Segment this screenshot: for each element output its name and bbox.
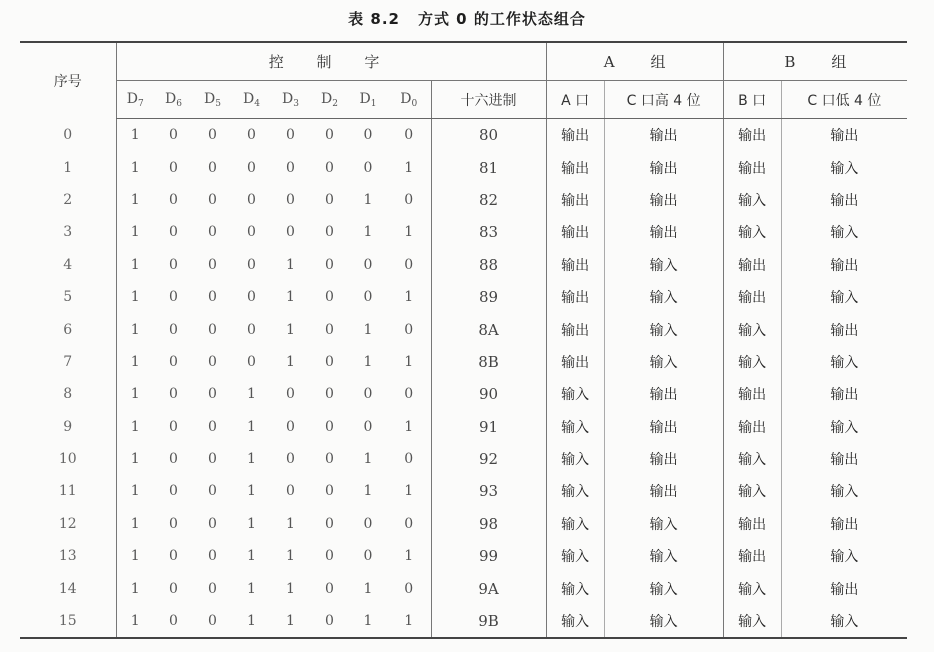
hex-header: 十六进制 xyxy=(431,81,546,119)
hex-cell: 98 xyxy=(431,508,546,540)
hex-cell: 82 xyxy=(431,184,546,216)
bit-cell-d2: 0 xyxy=(325,289,334,306)
bit-cell-d1: 0 xyxy=(363,418,373,435)
bit-cell-d5: 0 xyxy=(208,386,217,403)
bit-cell-d4: 1 xyxy=(247,483,256,500)
bit-cell-d3: 1 xyxy=(286,580,295,597)
table-row xyxy=(20,249,907,281)
hex-cell: 83 xyxy=(431,216,546,248)
bit-cell-d5: 0 xyxy=(208,321,217,338)
seq-cell: 12 xyxy=(58,515,77,532)
bit-header-letter: D xyxy=(243,90,255,107)
bit-cell-d4: 0 xyxy=(247,127,256,144)
bit-header-subscript: 7 xyxy=(138,98,144,109)
port-c-high-cell: 输入 xyxy=(604,508,723,540)
bit-cell-d7: 1 xyxy=(116,605,154,638)
bit-cell-d5: 0 xyxy=(208,613,217,630)
bit-cell-d7: 1 xyxy=(116,249,154,281)
bit-cell-d6: 0 xyxy=(169,321,178,338)
bit-cell-d6: 0 xyxy=(169,515,178,532)
bit-cell-d5: 0 xyxy=(208,451,217,468)
bit-cell-d2: 0 xyxy=(325,515,334,532)
bit-header-letter: D xyxy=(204,90,216,107)
hex-cell: 89 xyxy=(431,281,546,313)
bit-cell-d2: 0 xyxy=(325,386,334,403)
bit-cell-d6: 0 xyxy=(169,159,178,176)
bit-cell-d7: 1 xyxy=(116,184,154,216)
table-row xyxy=(20,346,907,378)
port-b-header: B 口 xyxy=(723,81,781,119)
bit-cell-d3: 1 xyxy=(286,613,295,630)
port-a-cell: 输入 xyxy=(546,605,604,638)
port-c-high-cell: 输入 xyxy=(604,605,723,638)
port-c-low-cell: 输入 xyxy=(781,281,907,313)
hex-cell: 99 xyxy=(431,540,546,572)
bit-cell-d1: 1 xyxy=(363,613,373,630)
bit-cell-d4: 0 xyxy=(247,224,256,241)
hex-cell: 93 xyxy=(431,475,546,507)
port-b-cell: 输入 xyxy=(723,216,781,248)
bit-cell-d6: 0 xyxy=(169,353,178,370)
bit-cell-d7: 1 xyxy=(116,475,154,507)
bit-cell-d0: 1 xyxy=(404,353,414,370)
port-c-high-cell: 输入 xyxy=(604,249,723,281)
port-c-low-cell: 输入 xyxy=(781,540,907,572)
table-row xyxy=(20,508,907,540)
port-a-cell: 输入 xyxy=(546,378,604,410)
bit-cell-d3: 1 xyxy=(286,256,295,273)
port-c-high-cell: 输出 xyxy=(604,475,723,507)
table-row xyxy=(20,443,907,475)
bit-cell-d4: 0 xyxy=(247,353,256,370)
bit-header-letter: D xyxy=(400,90,412,107)
hex-cell: 88 xyxy=(431,249,546,281)
port-a-cell: 输出 xyxy=(546,249,604,281)
bit-cell-d5: 0 xyxy=(208,580,217,597)
seq-cell: 15 xyxy=(58,613,77,630)
bit-cell-d5: 0 xyxy=(208,127,217,144)
bit-cell-d1: 1 xyxy=(363,451,373,468)
port-b-cell: 输出 xyxy=(723,508,781,540)
hex-cell: 8A xyxy=(431,313,546,345)
bit-cell-d0: 0 xyxy=(404,321,414,338)
bit-cell-d7: 1 xyxy=(116,378,154,410)
port-c-high-header: C 口高 4 位 xyxy=(604,81,723,119)
bit-cell-d6: 0 xyxy=(169,613,178,630)
seq-header: 序号 xyxy=(53,73,82,90)
bit-cell-d6: 0 xyxy=(169,127,178,144)
bit-cell-d4: 1 xyxy=(247,580,256,597)
table-title: 方式 0 的工作状态组合 xyxy=(417,10,586,28)
bit-cell-d1: 0 xyxy=(363,289,373,306)
bit-header-letter: D xyxy=(321,90,333,107)
port-b-cell: 输出 xyxy=(723,249,781,281)
port-c-high-cell: 输出 xyxy=(604,119,723,152)
bit-cell-d3: 1 xyxy=(286,353,295,370)
port-c-high-cell: 输入 xyxy=(604,346,723,378)
bit-cell-d1: 0 xyxy=(363,386,373,403)
port-c-high-cell: 输出 xyxy=(604,411,723,443)
bit-cell-d6: 0 xyxy=(169,483,178,500)
port-b-cell: 输入 xyxy=(723,605,781,638)
port-a-header: A 口 xyxy=(546,81,604,119)
seq-cell: 4 xyxy=(63,256,73,273)
table-row xyxy=(20,378,907,410)
bit-header-d6 xyxy=(154,81,193,119)
table-caption xyxy=(0,8,934,29)
seq-cell: 2 xyxy=(63,191,73,208)
port-c-high-cell: 输入 xyxy=(604,281,723,313)
table-row xyxy=(20,216,907,248)
bit-cell-d1: 1 xyxy=(363,224,373,241)
table-body xyxy=(20,119,907,639)
seq-cell: 14 xyxy=(58,580,77,597)
bit-header-d3 xyxy=(271,81,310,119)
port-c-low-cell: 输出 xyxy=(781,313,907,345)
bit-cell-d6: 0 xyxy=(169,580,178,597)
bit-header-subscript: 5 xyxy=(215,98,221,109)
hex-cell: 9A xyxy=(431,572,546,604)
port-c-high-cell: 输入 xyxy=(604,540,723,572)
port-a-cell: 输出 xyxy=(546,216,604,248)
port-b-cell: 输出 xyxy=(723,281,781,313)
bit-header-d1 xyxy=(349,81,387,119)
bit-cell-d6: 0 xyxy=(169,224,178,241)
port-c-low-cell: 输出 xyxy=(781,119,907,152)
bit-header-letter: D xyxy=(126,90,138,107)
bit-cell-d4: 1 xyxy=(247,451,256,468)
bit-cell-d0: 1 xyxy=(404,224,414,241)
port-c-high-cell: 输入 xyxy=(604,572,723,604)
bit-cell-d7: 1 xyxy=(116,572,154,604)
port-a-cell: 输出 xyxy=(546,281,604,313)
bit-cell-d7: 1 xyxy=(116,151,154,183)
bit-cell-d5: 0 xyxy=(208,418,217,435)
group-a-header xyxy=(546,42,723,81)
bit-cell-d6: 0 xyxy=(169,289,178,306)
bit-cell-d0: 1 xyxy=(404,548,414,565)
bit-cell-d1: 1 xyxy=(363,191,373,208)
bit-cell-d5: 0 xyxy=(208,191,217,208)
table-row xyxy=(20,411,907,443)
bit-cell-d2: 0 xyxy=(325,353,334,370)
bit-cell-d7: 1 xyxy=(116,119,154,152)
bit-cell-d5: 0 xyxy=(208,256,217,273)
mode0-state-table xyxy=(20,41,907,639)
bit-header-subscript: 6 xyxy=(176,98,182,109)
bit-cell-d0: 1 xyxy=(404,418,414,435)
bit-header-d2 xyxy=(310,81,349,119)
port-c-high-cell: 输出 xyxy=(604,378,723,410)
port-c-high-cell: 输入 xyxy=(604,313,723,345)
port-c-low-cell: 输入 xyxy=(781,475,907,507)
port-a-cell: 输出 xyxy=(546,151,604,183)
bit-cell-d2: 0 xyxy=(325,580,334,597)
bit-cell-d7: 1 xyxy=(116,411,154,443)
bit-cell-d6: 0 xyxy=(169,191,178,208)
port-a-cell: 输出 xyxy=(546,184,604,216)
hex-cell: 90 xyxy=(431,378,546,410)
port-b-cell: 输出 xyxy=(723,378,781,410)
group-a-word: 组 xyxy=(650,53,666,71)
bit-cell-d1: 1 xyxy=(363,321,373,338)
port-a-cell: 输入 xyxy=(546,443,604,475)
bit-header-subscript: 2 xyxy=(332,98,338,109)
bit-cell-d2: 0 xyxy=(325,418,334,435)
port-c-low-cell: 输入 xyxy=(781,151,907,183)
bit-cell-d4: 0 xyxy=(247,159,256,176)
port-a-cell: 输入 xyxy=(546,508,604,540)
bit-cell-d4: 0 xyxy=(247,321,256,338)
table-row xyxy=(20,313,907,345)
port-b-cell: 输出 xyxy=(723,540,781,572)
bit-header-d4 xyxy=(232,81,271,119)
port-c-high-cell: 输出 xyxy=(604,151,723,183)
bit-cell-d1: 0 xyxy=(363,127,373,144)
bit-cell-d0: 1 xyxy=(404,289,414,306)
bit-cell-d2: 0 xyxy=(325,483,334,500)
bit-header-row xyxy=(20,81,907,119)
bit-cell-d4: 0 xyxy=(247,289,256,306)
bit-cell-d0: 0 xyxy=(404,386,414,403)
bit-header-subscript: 3 xyxy=(293,98,299,109)
port-c-low-cell: 输出 xyxy=(781,443,907,475)
control-word-header: 控 制 字 xyxy=(116,42,546,81)
group-b-word: 组 xyxy=(831,53,847,71)
bit-cell-d3: 0 xyxy=(286,483,295,500)
table-row xyxy=(20,572,907,604)
bit-cell-d0: 1 xyxy=(404,159,414,176)
hex-cell: 92 xyxy=(431,443,546,475)
bit-cell-d5: 0 xyxy=(208,159,217,176)
table-row xyxy=(20,119,907,152)
group-b-letter: B xyxy=(784,53,796,71)
bit-cell-d5: 0 xyxy=(208,289,217,306)
hex-cell: 81 xyxy=(431,151,546,183)
seq-cell: 3 xyxy=(63,224,73,241)
port-c-low-cell: 输入 xyxy=(781,605,907,638)
seq-cell: 8 xyxy=(63,386,73,403)
seq-cell: 13 xyxy=(58,548,77,565)
bit-cell-d0: 0 xyxy=(404,256,414,273)
port-b-cell: 输入 xyxy=(723,346,781,378)
bit-cell-d3: 0 xyxy=(286,386,295,403)
hex-cell: 8B xyxy=(431,346,546,378)
bit-cell-d4: 0 xyxy=(247,256,256,273)
bit-cell-d1: 0 xyxy=(363,159,373,176)
bit-cell-d0: 0 xyxy=(404,451,414,468)
bit-header-letter: D xyxy=(282,90,294,107)
port-c-high-cell: 输出 xyxy=(604,443,723,475)
port-a-cell: 输入 xyxy=(546,572,604,604)
port-c-high-cell: 输出 xyxy=(604,184,723,216)
bit-cell-d2: 0 xyxy=(325,451,334,468)
port-c-low-cell: 输出 xyxy=(781,572,907,604)
port-a-cell: 输入 xyxy=(546,540,604,572)
bit-cell-d1: 1 xyxy=(363,483,373,500)
port-c-low-cell: 输出 xyxy=(781,249,907,281)
bit-cell-d0: 1 xyxy=(404,613,414,630)
port-b-cell: 输出 xyxy=(723,411,781,443)
bit-cell-d3: 1 xyxy=(286,289,295,306)
bit-header-subscript: 1 xyxy=(370,98,377,109)
bit-cell-d0: 0 xyxy=(404,515,414,532)
bit-cell-d7: 1 xyxy=(116,508,154,540)
port-a-cell: 输入 xyxy=(546,475,604,507)
bit-header-letter: D xyxy=(359,90,371,107)
bit-cell-d1: 0 xyxy=(363,256,373,273)
bit-header-d5 xyxy=(193,81,232,119)
hex-cell: 91 xyxy=(431,411,546,443)
seq-cell: 0 xyxy=(63,126,73,143)
bit-cell-d6: 0 xyxy=(169,548,178,565)
bit-cell-d3: 0 xyxy=(286,159,295,176)
bit-cell-d7: 1 xyxy=(116,216,154,248)
bit-cell-d2: 0 xyxy=(325,321,334,338)
port-a-cell: 输出 xyxy=(546,346,604,378)
bit-cell-d4: 0 xyxy=(247,191,256,208)
bit-cell-d3: 0 xyxy=(286,191,295,208)
bit-cell-d2: 0 xyxy=(325,224,334,241)
bit-cell-d6: 0 xyxy=(169,451,178,468)
bit-header-subscript: 0 xyxy=(411,98,418,109)
table-row xyxy=(20,184,907,216)
port-c-high-cell: 输出 xyxy=(604,216,723,248)
bit-cell-d3: 1 xyxy=(286,548,295,565)
bit-cell-d2: 0 xyxy=(325,256,334,273)
bit-cell-d4: 1 xyxy=(247,386,256,403)
bit-cell-d2: 0 xyxy=(325,159,334,176)
bit-cell-d4: 1 xyxy=(247,613,256,630)
port-a-cell: 输出 xyxy=(546,119,604,152)
table-row xyxy=(20,540,907,572)
bit-cell-d0: 0 xyxy=(404,580,414,597)
table-row xyxy=(20,151,907,183)
port-c-low-cell: 输出 xyxy=(781,184,907,216)
bit-cell-d5: 0 xyxy=(208,548,217,565)
bit-header-subscript: 4 xyxy=(254,98,260,109)
bit-cell-d3: 1 xyxy=(286,321,295,338)
hex-cell: 9B xyxy=(431,605,546,638)
bit-cell-d4: 1 xyxy=(247,515,256,532)
bit-cell-d3: 1 xyxy=(286,515,295,532)
port-b-cell: 输入 xyxy=(723,443,781,475)
port-c-low-cell: 输入 xyxy=(781,216,907,248)
bit-cell-d2: 0 xyxy=(325,548,334,565)
bit-cell-d3: 0 xyxy=(286,127,295,144)
bit-cell-d3: 0 xyxy=(286,418,295,435)
port-c-low-cell: 输入 xyxy=(781,346,907,378)
table-row xyxy=(20,281,907,313)
port-b-cell: 输出 xyxy=(723,151,781,183)
bit-cell-d1: 0 xyxy=(363,548,373,565)
seq-cell: 11 xyxy=(58,483,77,500)
seq-cell: 9 xyxy=(63,418,73,435)
bit-cell-d0: 0 xyxy=(404,127,414,144)
port-b-cell: 输入 xyxy=(723,475,781,507)
port-c-low-cell: 输出 xyxy=(781,378,907,410)
bit-cell-d6: 0 xyxy=(169,256,178,273)
bit-cell-d2: 0 xyxy=(325,127,334,144)
bit-cell-d7: 1 xyxy=(116,540,154,572)
bit-header-d0 xyxy=(387,81,431,119)
bit-cell-d1: 1 xyxy=(363,580,373,597)
bit-cell-d0: 0 xyxy=(404,191,414,208)
bit-cell-d4: 1 xyxy=(247,418,256,435)
bit-cell-d2: 0 xyxy=(325,191,334,208)
port-b-cell: 输入 xyxy=(723,572,781,604)
bit-cell-d5: 0 xyxy=(208,483,217,500)
bit-cell-d7: 1 xyxy=(116,281,154,313)
bit-cell-d3: 0 xyxy=(286,224,295,241)
bit-cell-d2: 0 xyxy=(325,613,334,630)
bit-cell-d1: 0 xyxy=(363,515,373,532)
port-c-low-header: C 口低 4 位 xyxy=(781,81,907,119)
bit-cell-d6: 0 xyxy=(169,386,178,403)
seq-cell: 1 xyxy=(63,159,73,176)
bit-header-d7 xyxy=(116,81,154,119)
table-number: 表 8.2 xyxy=(348,10,400,28)
port-a-cell: 输出 xyxy=(546,313,604,345)
group-b-header xyxy=(723,42,907,81)
table-row xyxy=(20,475,907,507)
bit-cell-d1: 1 xyxy=(363,353,373,370)
hex-cell: 80 xyxy=(431,119,546,152)
bit-cell-d4: 1 xyxy=(247,548,256,565)
bit-header-letter: D xyxy=(165,90,177,107)
port-c-low-cell: 输出 xyxy=(781,508,907,540)
table-row xyxy=(20,605,907,638)
bit-cell-d7: 1 xyxy=(116,313,154,345)
port-b-cell: 输入 xyxy=(723,313,781,345)
seq-cell: 10 xyxy=(58,451,77,468)
bit-cell-d5: 0 xyxy=(208,353,217,370)
seq-cell: 6 xyxy=(63,321,73,338)
bit-cell-d5: 0 xyxy=(208,515,217,532)
port-a-cell: 输入 xyxy=(546,411,604,443)
group-a-letter: A xyxy=(603,53,615,71)
bit-cell-d7: 1 xyxy=(116,443,154,475)
bit-cell-d7: 1 xyxy=(116,346,154,378)
bit-cell-d0: 1 xyxy=(404,483,414,500)
port-b-cell: 输入 xyxy=(723,184,781,216)
port-b-cell: 输出 xyxy=(723,119,781,152)
bit-cell-d3: 0 xyxy=(286,451,295,468)
bit-cell-d6: 0 xyxy=(169,418,178,435)
port-c-low-cell: 输入 xyxy=(781,411,907,443)
bit-cell-d5: 0 xyxy=(208,224,217,241)
seq-cell: 5 xyxy=(63,289,73,306)
seq-cell: 7 xyxy=(63,353,73,370)
